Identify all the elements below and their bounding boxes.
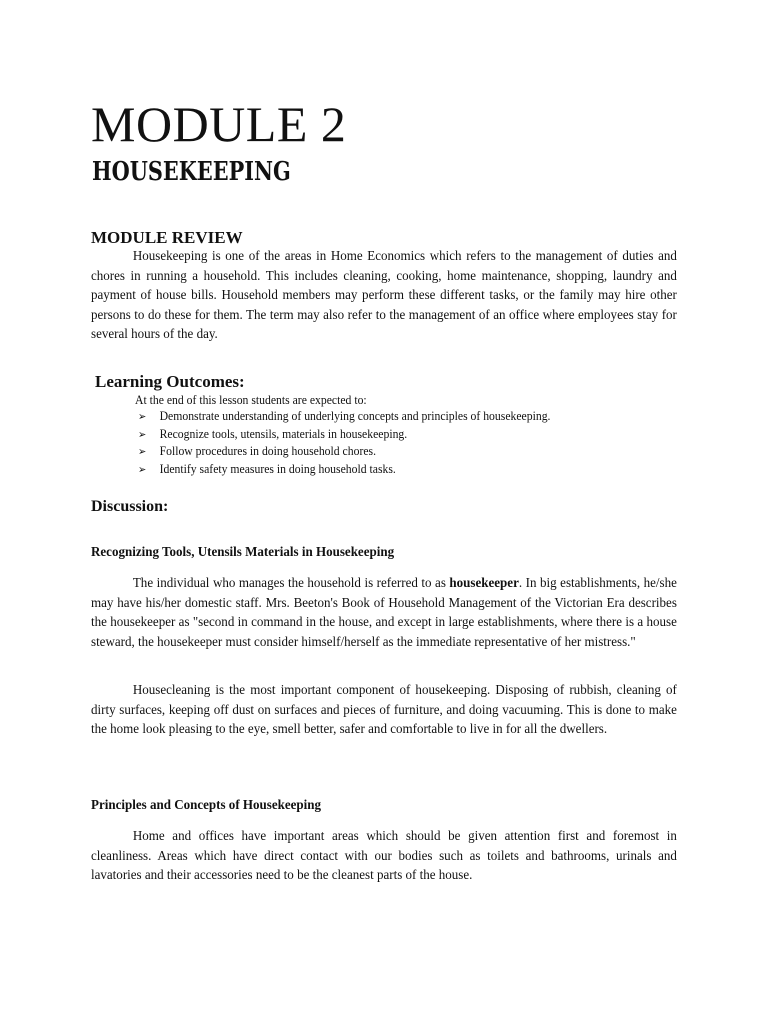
cleanliness-paragraph: Home and offices have important areas which should be given attention first and foremost in cleanliness. Areas which have direct contact with our bodies such as toilets and bathrooms, urinals and lavatories and their accessories need to be the cleanest parts of the house. (91, 829, 677, 883)
list-item-text: Identify safety measures in doing household tasks. (159, 460, 396, 476)
discussion-heading: Discussion: (91, 498, 169, 515)
list-item (138, 443, 550, 461)
arrow-bullet-icon: ➢ (138, 462, 147, 476)
arrow-bullet-icon: ➢ (138, 427, 147, 441)
arrow-bullet-icon: ➢ (138, 445, 147, 458)
module-subtitle: HOUSEKEEPING (92, 157, 291, 187)
module-review-heading: MODULE REVIEW (91, 228, 243, 247)
paragraph-text: . In big establishments, he/she may have his/her domestic staff. Mrs. Beeton's Book of Household Management of the Victorian Era describes the housekeeper as "second in command in the house, and except in large establishments, where there is a house steward, the housekeeper must consider himself/herself as the immediate representative of her mistress." (91, 576, 677, 650)
learning-outcomes-heading: Learning Outcomes: (95, 372, 245, 391)
principles-section-heading: Principles and Concepts of Housekeeping (91, 798, 322, 813)
housecleaning-paragraph: Housecleaning is the most important component of housekeeping. Disposing of rubbish, cleaning of dirty surfaces, keeping off dust on surfaces and pieces of furniture, and doing vacuuming. This is done to make the home look pleasing to the eye, smell better, safer and comfortable to live in for all the dwellers. (91, 683, 677, 737)
arrow-bullet-icon: ➢ (138, 410, 147, 423)
list-item-text: Demonstrate understanding of underlying concepts and principles of housekeeping. (159, 408, 551, 423)
learning-outcomes-intro: At the end of this lesson students are expected to: (135, 392, 367, 407)
list-item (138, 408, 550, 426)
list-item (138, 461, 550, 479)
housekeeper-term: housekeeper (449, 576, 519, 591)
module-review-paragraph: Housekeeping is one of the areas in Home Economics which refers to the management of duties and chores in running a household. This includes cleaning, cooking, home maintenance, shopping, laundry and payment of house bills. Household members may perform these different tasks, or the family may hire other persons to do these for them. The term may also refer to the management of an office where employees stay for several hours of the day. (91, 249, 677, 342)
paragraph-text: The individual who manages the household is referred to as (132, 576, 450, 591)
housekeeper-paragraph (91, 574, 677, 652)
learning-outcomes-list (138, 408, 550, 478)
module-title: MODULE 2 (91, 96, 347, 152)
tools-section-heading: Recognizing Tools, Utensils Materials in Housekeeping (91, 545, 395, 560)
list-item-text: Recognize tools, utensils, materials in housekeeping. (159, 425, 408, 441)
list-item (138, 426, 550, 444)
list-item-text: Follow procedures in doing household chores. (159, 443, 377, 458)
